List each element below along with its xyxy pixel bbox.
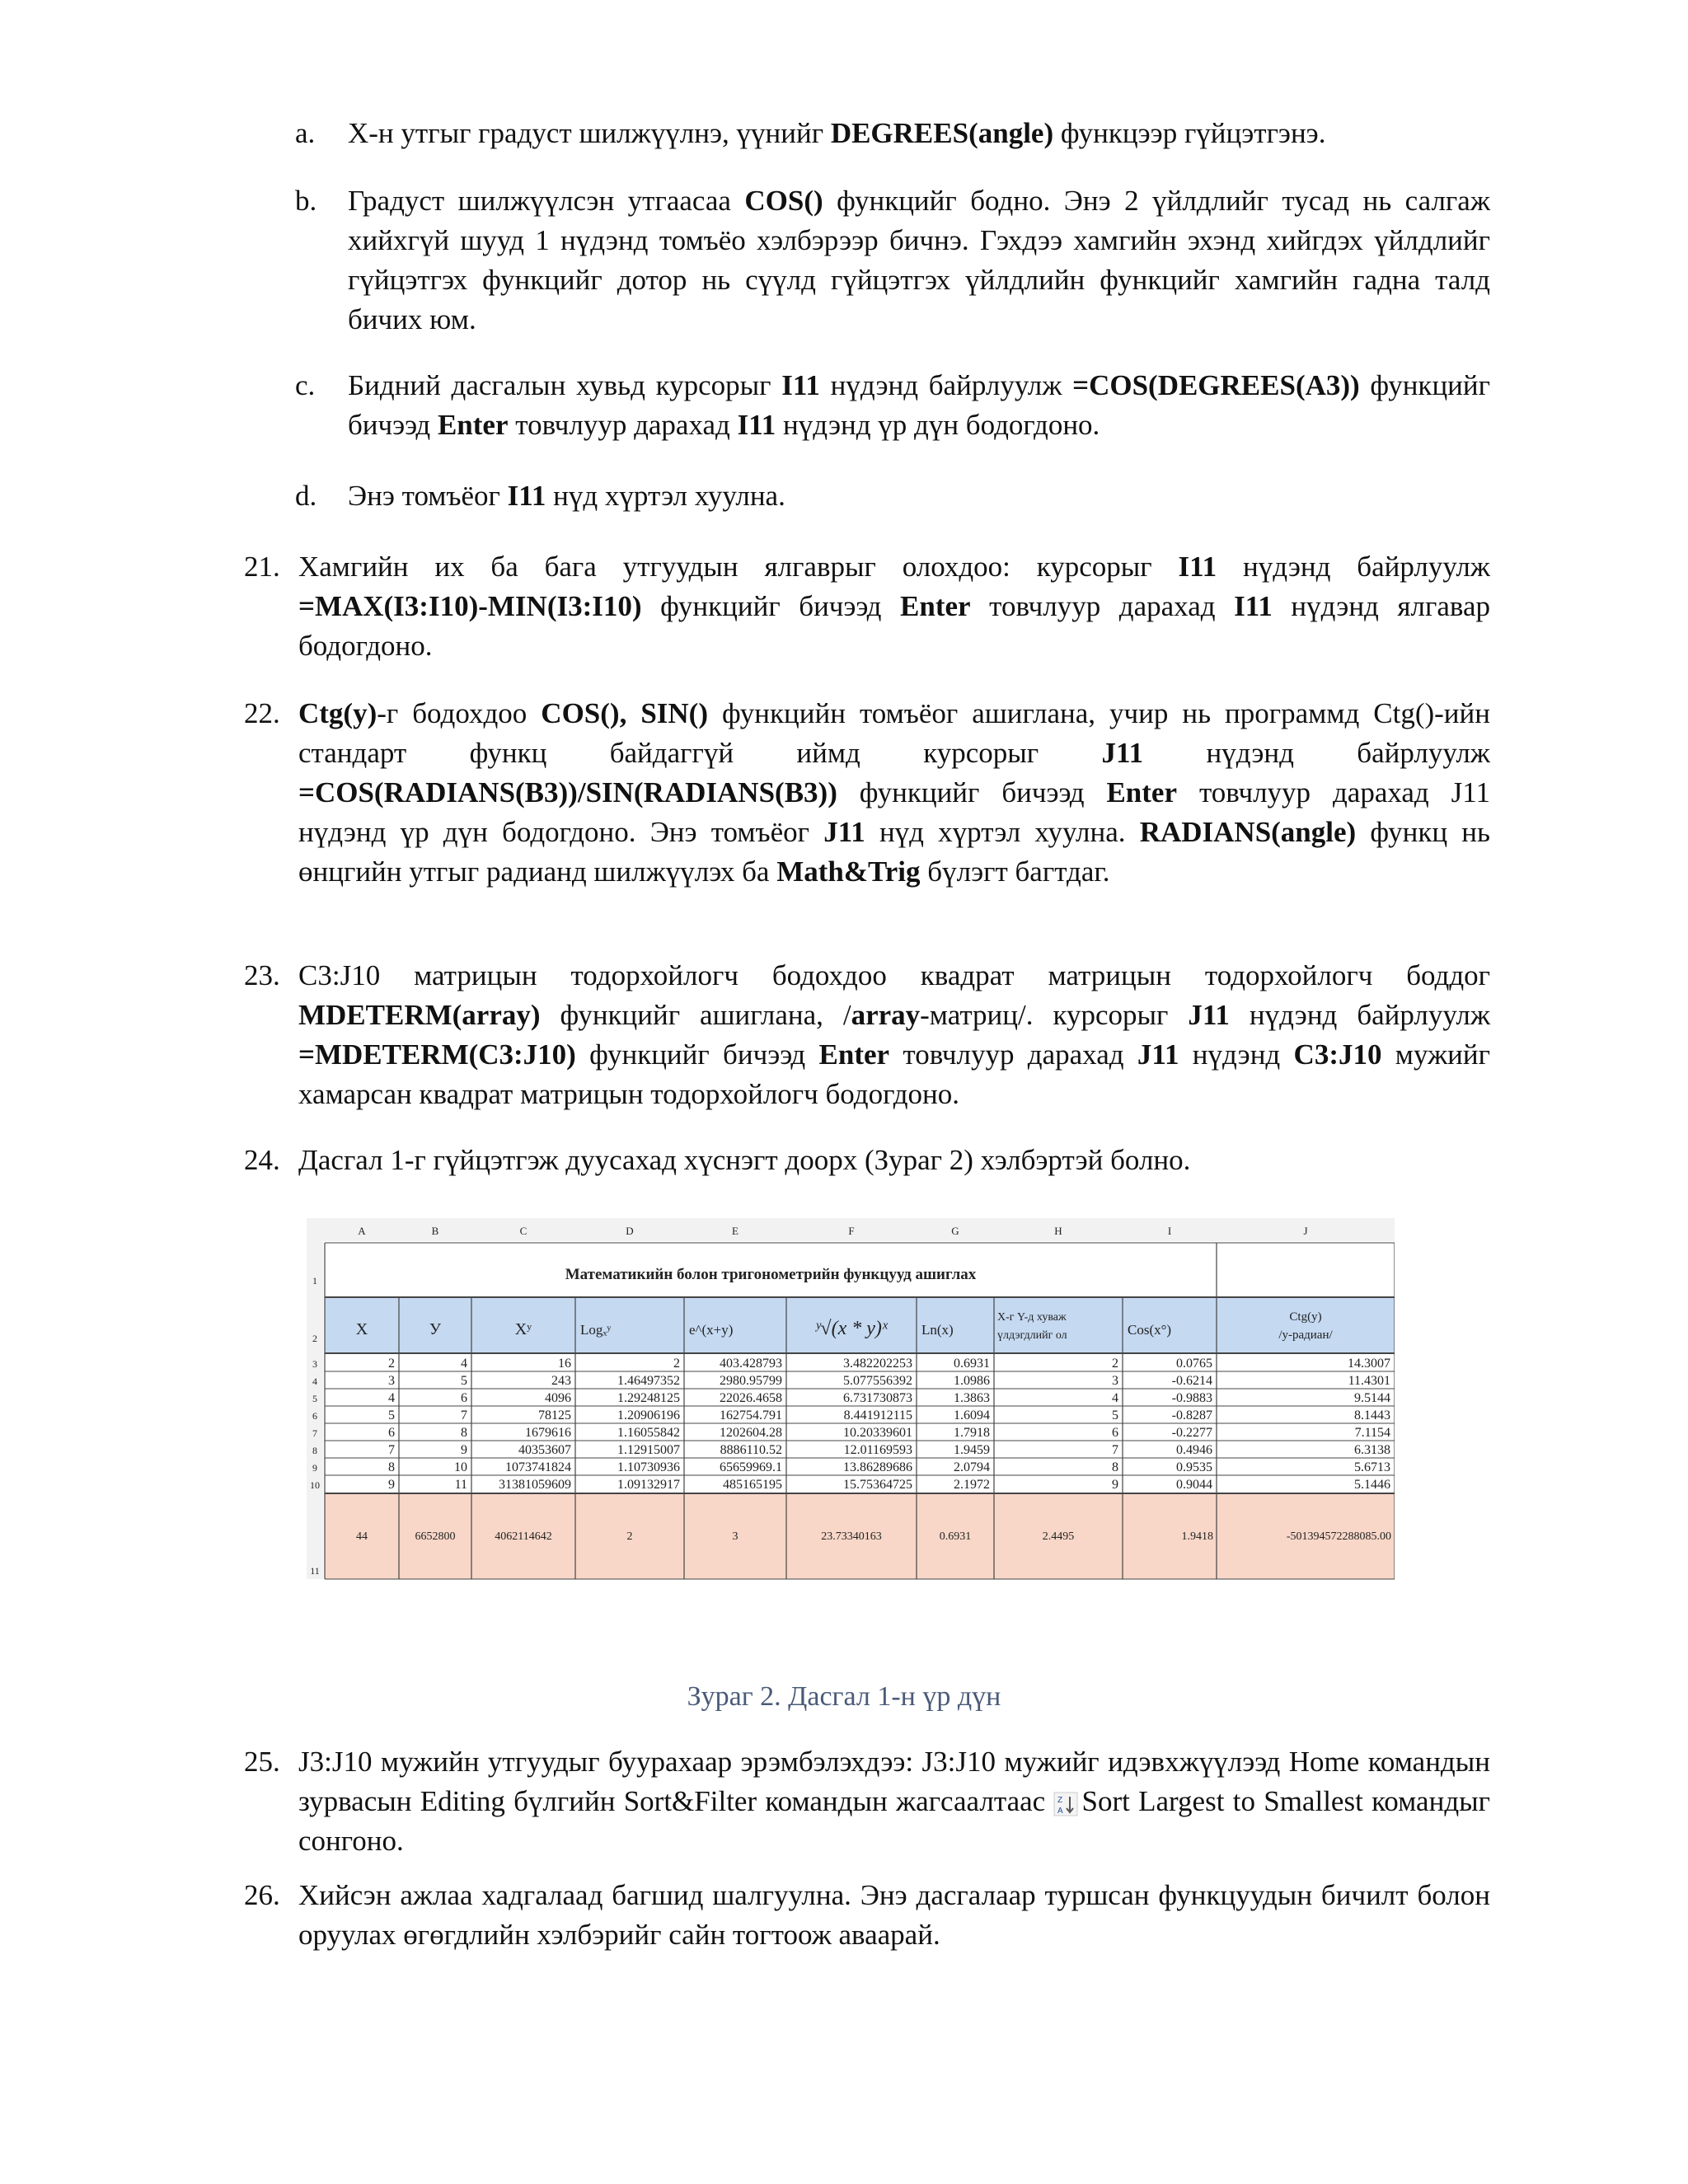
data-cell: 0.6931 [954, 1357, 990, 1371]
step-b [295, 181, 1490, 340]
row-number: 1 [312, 1275, 317, 1286]
total-cell: 23.73340163 [821, 1530, 882, 1543]
data-cell: 8 [388, 1460, 395, 1474]
data-cell: 11.4301 [1348, 1374, 1390, 1388]
header-cell: Cos(x°) [1128, 1322, 1172, 1338]
step-24 [244, 1141, 1490, 1180]
data-cell: 6 [461, 1391, 467, 1405]
data-cell: 3 [388, 1374, 395, 1388]
row-number: 8 [312, 1445, 317, 1456]
step-26 [244, 1876, 1490, 1955]
data-cell: 0.9535 [1176, 1460, 1212, 1474]
data-cell: 5 [388, 1408, 395, 1422]
data-cell: 1.29248125 [617, 1391, 680, 1405]
data-cell: 1.16055842 [617, 1426, 680, 1440]
sheet-title: Математикийн болон тригонометрийн функцууд ашиглах [565, 1266, 977, 1283]
data-cell: 9.5144 [1354, 1391, 1390, 1405]
column-letter: D [626, 1225, 634, 1237]
data-cell: 0.9044 [1176, 1478, 1212, 1492]
total-cell: -501394572288085.00 [1286, 1530, 1391, 1543]
data-cell: 14.3007 [1348, 1357, 1390, 1371]
step-text: Градуст шилжүүлсэн утгаасаа COS() функцийг бодно. Энэ 2 үйлдлийг тусад нь салгаж хийхгүй шууд 1 нүдэнд томъёо хэлбэрээр бичнэ. Гэхдээ хамгийн эхэнд хийгдэх үйлдлийг гүйцэтгэх функцийг дотор нь сүүлд гүйцэтгэх үйлдлийн функцийг хамгийн гадна талд бичих юм. [348, 185, 1490, 335]
step-label: 23. [244, 959, 280, 991]
data-cell: -0.8287 [1171, 1408, 1212, 1422]
data-cell: 9 [388, 1478, 395, 1492]
data-cell: 2.1972 [954, 1478, 990, 1492]
step-text: Ctg(y)-г бодохдоо COS(), SIN() функцийн томъёог ашиглана, учир нь программд Ctg()-ийн стандарт функц байдаггүй иймд курсорыг J11 нүдэнд байрлуулж =COS(RADIANS(B3))/SIN(RADIANS(B3)) функцийг бичээд Enter товчлуур дарахад J11 нүдэнд үр дүн бодогдоно. Энэ томъёог J11 нүд хүртэл хуулна. RADIANS(angle) функц нь өнцгийн утгыг радианд шилжүүлэх ба Math&Trig бүлэгт багтдаг. [298, 697, 1490, 888]
data-cell: 7 [388, 1443, 395, 1457]
data-cell: -0.2277 [1171, 1426, 1212, 1440]
data-cell: 65659969.1 [720, 1460, 782, 1474]
data-cell: 3 [1112, 1374, 1118, 1388]
header-cell: Logₓʸ [580, 1322, 612, 1338]
data-cell: 8.1443 [1354, 1408, 1390, 1422]
step-text: C3:J10 матрицын тодорхойлогч бодохдоо квадрат матрицын тодорхойлогч боддог MDETERM(array) функцийг ашиглана, /array-матриц/. курсорыг J11 нүдэнд байрлуулж =MDETERM(C3:J10) функцийг бичээд Enter товчлуур дарахад J11 нүдэнд C3:J10 мужийг хамарсан квадрат матрицын тодорхойлогч бодогдоно. [298, 959, 1491, 1110]
data-cell: 2.0794 [954, 1460, 990, 1474]
data-cell: 7 [461, 1408, 467, 1422]
step-22 [244, 694, 1490, 892]
data-cell: 1.09132917 [617, 1478, 680, 1492]
header-cell: ʸ√(x * y)ˣ [815, 1318, 888, 1339]
sort-descending-icon [1053, 1792, 1078, 1816]
svg-text:A: A [1057, 1806, 1064, 1816]
step-d [295, 476, 1490, 516]
data-cell: 1.12915007 [617, 1443, 680, 1457]
data-cell: 6 [1112, 1426, 1118, 1440]
step-text: Бидний дасгалын хувьд курсорыг I11 нүдэнд байрлуулж =COS(DEGREES(A3)) функцийг бичээд Enter товчлуур дарахад I11 нүдэнд үр дүн бодогдоно. [348, 369, 1490, 441]
data-cell: 78125 [538, 1408, 571, 1422]
data-cell: 8.441912115 [843, 1408, 912, 1422]
data-cell: 7 [1112, 1443, 1118, 1457]
step-label: a. [295, 117, 316, 149]
data-cell: 6.3138 [1354, 1443, 1390, 1457]
data-cell: 4096 [545, 1391, 571, 1405]
figure-caption: Зураг 2. Дасгал 1-н үр дүн [687, 1681, 1001, 1712]
column-letter: H [1054, 1225, 1062, 1237]
step-25 [244, 1742, 1490, 1861]
column-letter: G [951, 1225, 959, 1237]
data-cell: 5.6713 [1354, 1460, 1390, 1474]
total-cell: 3 [732, 1530, 738, 1543]
column-letter: C [519, 1225, 528, 1237]
data-cell: 3.482202253 [843, 1357, 912, 1371]
data-cell: 4 [1112, 1391, 1118, 1405]
data-cell: -0.9883 [1171, 1391, 1212, 1405]
data-cell: 2 [673, 1357, 680, 1371]
step-text: Энэ томъёог I11 нүд хүртэл хуулна. [348, 480, 785, 512]
row-number: 3 [312, 1358, 317, 1370]
step-21 [244, 547, 1490, 666]
total-cell: 2 [626, 1530, 633, 1543]
total-cell: 4062114642 [495, 1530, 552, 1543]
data-cell: 403.428793 [720, 1357, 782, 1371]
step-label: 22. [244, 697, 280, 729]
row-number: 10 [310, 1479, 320, 1491]
data-cell: 5.1446 [1354, 1478, 1390, 1492]
data-cell: 2 [1112, 1357, 1118, 1371]
row-number: 6 [312, 1410, 317, 1422]
column-letter: J [1303, 1225, 1308, 1237]
total-cell: 6652800 [415, 1530, 456, 1543]
column-letter: B [431, 1225, 439, 1237]
step-label: 21. [244, 551, 280, 583]
data-cell: 1.9459 [954, 1443, 990, 1457]
data-cell: 15.75364725 [843, 1478, 912, 1492]
data-cell: 1.6094 [954, 1408, 990, 1422]
data-cell: 0.4946 [1176, 1443, 1212, 1457]
svg-text:Z: Z [1057, 1795, 1063, 1805]
step-text: Дасгал 1-г гүйцэтгэж дуусахад хүснэгт доорх (Зураг 2) хэлбэртэй болно. [298, 1144, 1191, 1176]
data-cell: 485165195 [723, 1478, 782, 1492]
step-text-tail: Sort Largest to Smallest командыг сонгоно. [298, 1785, 1490, 1857]
spreadsheet-image [307, 1218, 1395, 1648]
data-cell: 2 [388, 1357, 395, 1371]
data-cell: 243 [551, 1374, 571, 1388]
data-cell: 8 [461, 1426, 467, 1440]
step-text: Хамгийн их ба бага утгуудын ялгаврыг олохдоо: курсорыг I11 нүдэнд байрлуулж =MAX(I3:I10)-MIN(I3:I10) функцийг бичээд Enter товчлуур дарахад I11 нүдэнд ялгавар бодогдоно. [298, 551, 1490, 662]
column-letter: I [1167, 1225, 1172, 1237]
data-cell: 6.731730873 [843, 1391, 912, 1405]
data-cell: 1679616 [525, 1426, 571, 1440]
step-label: 26. [244, 1879, 280, 1911]
header-cell: Ln(x) [921, 1322, 954, 1338]
header-cell: үлдэгдлийг ол [997, 1329, 1067, 1342]
data-cell: 1.3863 [954, 1391, 990, 1405]
step-text-main: J3:J10 мужийн утгуудыг буурахаар эрэмбэлэхдээ: J3:J10 мужийг идэвхжүүлээд Home командын зурвасын Editing бүлгийн Sort&Filter командын жагсаалтаас [298, 1746, 1490, 1817]
data-cell: 1.10730936 [617, 1460, 680, 1474]
total-cell: 2.4495 [1042, 1530, 1075, 1543]
row-number: 4 [312, 1376, 317, 1387]
data-cell: 1.46497352 [617, 1374, 680, 1388]
step-text: Хийсэн ажлаа хадгалаад багшид шалгуулна. Энэ дасгалаар туршсан функцуудын бичилт болон оруулах өгөгдлийн хэлбэрийг сайн тогтоож аваарай. [298, 1879, 1490, 1951]
step-label: 25. [244, 1746, 280, 1778]
data-cell: 2980.95799 [720, 1374, 782, 1388]
data-cell: 13.86289686 [843, 1460, 912, 1474]
data-cell: 10 [454, 1460, 467, 1474]
data-cell: 12.01169593 [843, 1443, 912, 1457]
data-cell: 0.0765 [1176, 1357, 1212, 1371]
step-23 [244, 956, 1490, 1114]
row-number: 7 [312, 1427, 317, 1439]
data-cell: 7.1154 [1354, 1426, 1390, 1440]
data-cell: 1202604.28 [720, 1426, 782, 1440]
data-cell: 5 [1112, 1408, 1118, 1422]
data-cell: 4 [388, 1391, 395, 1405]
data-cell: 8886110.52 [720, 1443, 782, 1457]
total-cell: 1.9418 [1181, 1530, 1213, 1543]
header-cell: X-г Y-д хуваж [997, 1311, 1067, 1324]
total-cell: 44 [356, 1530, 368, 1543]
data-cell: 40353607 [518, 1443, 571, 1457]
data-cell: 16 [558, 1357, 571, 1371]
header-cell: У [429, 1320, 442, 1338]
header-cell: Ctg(y) [1289, 1310, 1322, 1324]
data-cell: 4 [461, 1357, 467, 1371]
spreadsheet-figure [307, 1218, 1395, 1648]
step-label: 24. [244, 1144, 280, 1176]
data-cell: 1.0986 [954, 1374, 990, 1388]
column-letter: A [358, 1225, 366, 1237]
step-text [298, 1742, 1490, 1861]
row-number: 5 [312, 1393, 317, 1404]
data-cell: 8 [1112, 1460, 1118, 1474]
header-cell: /у-радиан/ [1278, 1329, 1333, 1342]
step-text: X-н утгыг градуст шилжүүлнэ, үүнийг DEGREES(angle) функцээр гүйцэтгэнэ. [348, 117, 1326, 149]
row-number: 9 [312, 1462, 317, 1474]
header-cell: Xʸ [514, 1320, 532, 1338]
row-number: 11 [310, 1565, 320, 1577]
data-cell: 1.20906196 [617, 1408, 680, 1422]
step-label: d. [295, 480, 317, 512]
data-cell: -0.6214 [1171, 1374, 1212, 1388]
step-label: c. [295, 369, 316, 401]
data-cell: 10.20339601 [843, 1426, 912, 1440]
step-c [295, 366, 1490, 445]
total-cell: 0.6931 [939, 1530, 972, 1543]
data-cell: 5 [461, 1374, 467, 1388]
data-cell: 31381059609 [499, 1478, 571, 1492]
data-cell: 1073741824 [505, 1460, 571, 1474]
column-letter: E [732, 1225, 738, 1237]
data-cell: 22026.4658 [720, 1391, 782, 1405]
data-cell: 6 [388, 1426, 395, 1440]
data-cell: 1.7918 [954, 1426, 990, 1440]
header-cell: X [355, 1320, 368, 1338]
step-a [295, 114, 1490, 153]
data-cell: 9 [461, 1443, 467, 1457]
header-cell: e^(x+y) [689, 1322, 734, 1338]
step-label: b. [295, 185, 317, 217]
data-cell: 162754.791 [720, 1408, 782, 1422]
data-cell: 5.077556392 [843, 1374, 912, 1388]
data-cell: 9 [1112, 1478, 1118, 1492]
row-number: 2 [312, 1333, 317, 1344]
column-letter: F [848, 1225, 855, 1237]
data-cell: 11 [454, 1478, 467, 1492]
